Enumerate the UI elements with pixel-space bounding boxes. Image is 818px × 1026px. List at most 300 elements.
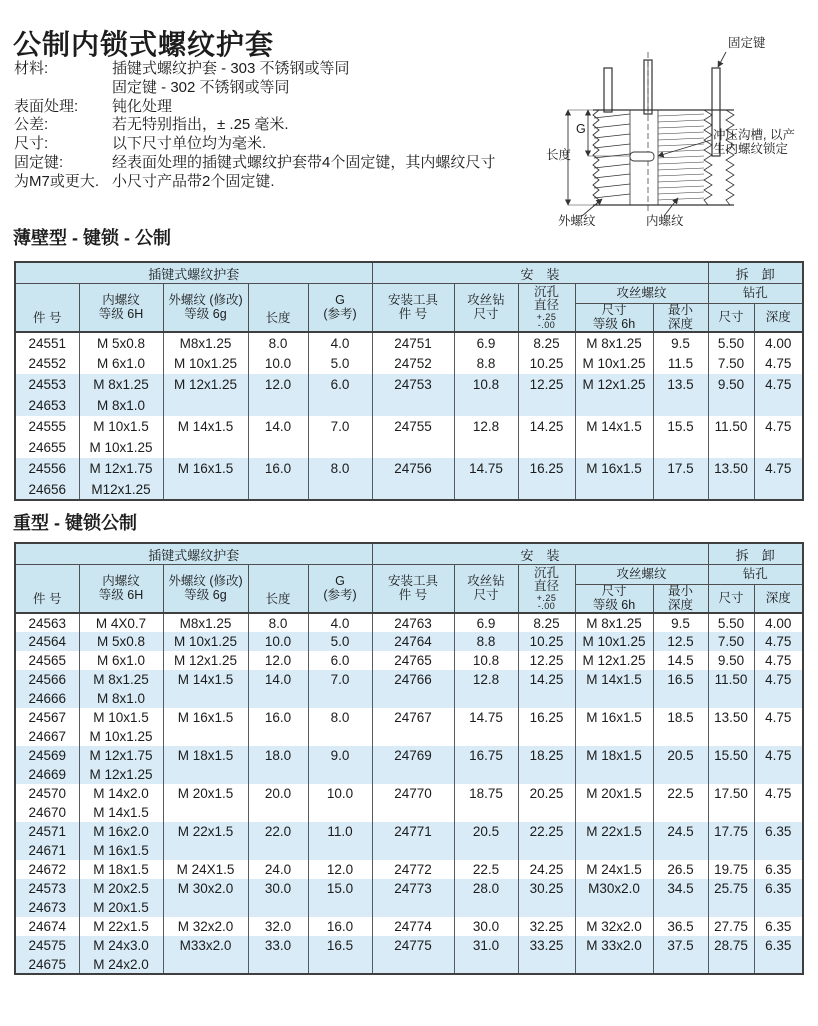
cell-cbore-dia (518, 803, 575, 822)
cell-length (248, 689, 308, 708)
cell-install-tool (372, 765, 454, 784)
cell-length: 14.0 (248, 670, 308, 689)
cell-min-depth (653, 841, 708, 860)
cell-length: 20.0 (248, 784, 308, 803)
table-row (15, 879, 803, 898)
cell-drill-size (708, 955, 754, 974)
cell-cbore-dia (518, 955, 575, 974)
cell-tap-drill: 10.8 (454, 651, 518, 670)
col-external-thread: 外螺纹 (修改) 等级 6g (163, 565, 248, 614)
cell-external-thread (163, 803, 248, 822)
cell-tap-drill: 12.8 (454, 416, 518, 437)
info-label (14, 79, 112, 98)
cell-install-tool (372, 955, 454, 974)
cell-length: 8.0 (248, 332, 308, 353)
cell-external-thread: M 10x1.25 (163, 353, 248, 374)
cell-tap-drill (454, 479, 518, 500)
col-tap-drill: 攻丝钻 尺寸 (454, 284, 518, 333)
cell-tap-drill: 18.75 (454, 784, 518, 803)
col-min-depth: 最小 深度 (653, 585, 708, 614)
cell-min-depth: 36.5 (653, 917, 708, 936)
col-length: 长度 (248, 565, 308, 614)
cell-part-no: 24656 (15, 479, 79, 500)
cell-part-no: 24564 (15, 632, 79, 651)
table-row (15, 708, 803, 727)
cell-tap-drill (454, 803, 518, 822)
info-value: 经表面处理的插键式螺纹护套带4个固定键，其内螺纹尺寸 (112, 153, 496, 171)
cell-install-tool (372, 727, 454, 746)
cell-install-tool (372, 689, 454, 708)
cell-g-ref: 6.0 (308, 374, 372, 395)
cell-tap-drill: 31.0 (454, 936, 518, 955)
col-length: 长度 (248, 284, 308, 333)
cell-length: 22.0 (248, 822, 308, 841)
cell-tap-size: M 10x1.25 (575, 353, 653, 374)
cell-length (248, 955, 308, 974)
table-row (15, 458, 803, 479)
cell-drill-size (708, 479, 754, 500)
cell-g-ref (308, 689, 372, 708)
cell-tap-drill: 16.75 (454, 746, 518, 765)
cell-part-no: 24575 (15, 936, 79, 955)
table-header-row (15, 565, 803, 585)
cell-tap-size: M 14x1.5 (575, 416, 653, 437)
cell-cbore-dia: 16.25 (518, 458, 575, 479)
info-value: 插键式螺纹护套 - 303 不锈钢或等同 (112, 60, 350, 77)
cell-min-depth: 34.5 (653, 879, 708, 898)
cell-min-depth: 18.5 (653, 708, 708, 727)
diagram-label-groove-line2: 生内螺纹锁定 (713, 142, 789, 156)
cell-internal-thread: M 10x1.5 (79, 708, 163, 727)
cell-cbore-dia: 14.25 (518, 670, 575, 689)
cell-length: 12.0 (248, 651, 308, 670)
diagram-label-fixed-key: 固定键 (728, 36, 766, 50)
cell-internal-thread: M 5x0.8 (79, 632, 163, 651)
cell-drill-size (708, 395, 754, 416)
cell-tap-size (575, 841, 653, 860)
cell-g-ref: 9.0 (308, 746, 372, 765)
info-label: 为M7或更大. (14, 172, 100, 190)
diagram-label-length: 长度 (546, 148, 572, 162)
info-label: 固定键: (14, 153, 64, 171)
cell-tap-drill (454, 395, 518, 416)
cell-install-tool: 24774 (372, 917, 454, 936)
cell-internal-thread: M 20x1.5 (79, 898, 163, 917)
cell-drill-depth: 4.75 (754, 374, 803, 395)
cell-tap-size (575, 803, 653, 822)
table-row (15, 332, 803, 353)
info-row-keys (14, 154, 554, 173)
table-row (15, 479, 803, 500)
diagram-label-groove-line1: 冲压沟槽, 以产 (713, 128, 795, 142)
cell-drill-depth: 6.35 (754, 822, 803, 841)
cell-drill-depth: 4.75 (754, 416, 803, 437)
cell-drill-depth (754, 841, 803, 860)
info-value: 以下尺寸单位均为毫米. (112, 135, 267, 153)
cell-drill-size: 7.50 (708, 632, 754, 651)
col-drill-size: 尺寸 (708, 304, 754, 333)
cell-length: 8.0 (248, 613, 308, 632)
cell-install-tool: 24767 (372, 708, 454, 727)
info-row-material-2 (14, 79, 554, 98)
cell-tap-size (575, 395, 653, 416)
cell-internal-thread: M 6x1.0 (79, 353, 163, 374)
cell-internal-thread: M 10x1.5 (79, 416, 163, 437)
cell-g-ref (308, 437, 372, 458)
cell-tap-size: M 22x1.5 (575, 822, 653, 841)
info-value: 固定键 - 302 不锈钢或等同 (112, 78, 290, 96)
table-row (15, 936, 803, 955)
cell-internal-thread: M 10x1.25 (79, 437, 163, 458)
cell-cbore-dia: 12.25 (518, 374, 575, 395)
cell-min-depth: 16.5 (653, 670, 708, 689)
cell-drill-size (708, 803, 754, 822)
col-g-ref: G (参考) (308, 565, 372, 614)
section-title-heavy-duty: 重型 - 键锁公制 (13, 513, 137, 533)
col-group-insert: 插键式螺纹护套 (15, 543, 372, 565)
cell-length: 30.0 (248, 879, 308, 898)
cell-min-depth: 22.5 (653, 784, 708, 803)
cell-drill-size: 19.75 (708, 860, 754, 879)
cell-tap-drill: 8.8 (454, 353, 518, 374)
cell-tap-size: M 14x1.5 (575, 670, 653, 689)
cell-part-no: 24556 (15, 458, 79, 479)
cell-drill-size (708, 898, 754, 917)
table-row (15, 374, 803, 395)
cell-drill-depth: 4.75 (754, 708, 803, 727)
cell-part-no: 24565 (15, 651, 79, 670)
cell-cbore-dia (518, 395, 575, 416)
cell-g-ref: 16.5 (308, 936, 372, 955)
col-part-no: 件 号 (15, 284, 79, 333)
cell-install-tool: 24753 (372, 374, 454, 395)
cell-external-thread: M 24X1.5 (163, 860, 248, 879)
cell-internal-thread: M 24x3.0 (79, 936, 163, 955)
col-group-removal: 拆 卸 (708, 262, 803, 284)
table-row (15, 613, 803, 632)
cell-tap-drill (454, 437, 518, 458)
col-tap-drill: 攻丝钻 尺寸 (454, 565, 518, 614)
cell-drill-size: 17.50 (708, 784, 754, 803)
cell-drill-depth (754, 689, 803, 708)
cell-part-no: 24571 (15, 822, 79, 841)
info-label: 材料: (14, 60, 49, 77)
cell-cbore-dia: 8.25 (518, 613, 575, 632)
cell-min-depth: 26.5 (653, 860, 708, 879)
cell-drill-size: 5.50 (708, 332, 754, 353)
cell-part-no: 24670 (15, 803, 79, 822)
table-row (15, 746, 803, 765)
cell-install-tool: 24752 (372, 353, 454, 374)
cell-tap-drill: 12.8 (454, 670, 518, 689)
cell-min-depth: 14.5 (653, 651, 708, 670)
info-row-keys-2 (14, 173, 554, 192)
cell-g-ref: 6.0 (308, 651, 372, 670)
info-row-dimension (14, 135, 554, 154)
cell-part-no: 24573 (15, 879, 79, 898)
col-tap-size: 尺寸 等级 6h (575, 585, 653, 614)
cell-tap-size: M 16x1.5 (575, 708, 653, 727)
cell-tap-drill (454, 727, 518, 746)
table-row (15, 416, 803, 437)
cell-internal-thread: M 12x1.25 (79, 765, 163, 784)
cell-drill-depth: 6.35 (754, 936, 803, 955)
cell-tap-size (575, 898, 653, 917)
info-value: 若无特别指出，± .25 毫米. (112, 116, 289, 134)
cell-cbore-dia: 10.25 (518, 353, 575, 374)
cell-internal-thread: M 8x1.25 (79, 374, 163, 395)
cell-tap-drill: 20.5 (454, 822, 518, 841)
table-row (15, 917, 803, 936)
cell-g-ref: 15.0 (308, 879, 372, 898)
cell-drill-size: 11.50 (708, 670, 754, 689)
cell-g-ref: 7.0 (308, 416, 372, 437)
col-internal-thread: 内螺纹 等级 6H (79, 565, 163, 614)
cell-tap-size (575, 727, 653, 746)
cell-min-depth: 9.5 (653, 613, 708, 632)
cell-length: 33.0 (248, 936, 308, 955)
cell-external-thread: M 12x1.25 (163, 374, 248, 395)
cell-tap-size: M 12x1.25 (575, 651, 653, 670)
col-group-drill: 钻孔 (708, 284, 803, 304)
info-label: 尺寸: (14, 135, 49, 153)
cell-g-ref: 4.0 (308, 613, 372, 632)
cell-min-depth (653, 479, 708, 500)
cell-g-ref (308, 479, 372, 500)
cell-internal-thread: M 4X0.7 (79, 613, 163, 632)
cell-drill-size: 11.50 (708, 416, 754, 437)
cell-install-tool: 24772 (372, 860, 454, 879)
cell-part-no: 24653 (15, 395, 79, 416)
cell-length (248, 841, 308, 860)
cell-min-depth: 13.5 (653, 374, 708, 395)
cell-install-tool: 24770 (372, 784, 454, 803)
cell-part-no: 24671 (15, 841, 79, 860)
cell-drill-depth (754, 395, 803, 416)
table-row (15, 765, 803, 784)
table-row (15, 395, 803, 416)
table-row (15, 955, 803, 974)
insert-diagram (546, 36, 814, 252)
cell-g-ref (308, 395, 372, 416)
cell-drill-depth: 4.75 (754, 746, 803, 765)
spec-list (14, 60, 554, 192)
cell-internal-thread: M 24x2.0 (79, 955, 163, 974)
cell-install-tool: 24755 (372, 416, 454, 437)
cell-cbore-dia: 14.25 (518, 416, 575, 437)
cell-g-ref: 5.0 (308, 353, 372, 374)
cell-min-depth (653, 727, 708, 746)
cell-drill-depth: 4.75 (754, 651, 803, 670)
cell-external-thread (163, 395, 248, 416)
cell-g-ref: 11.0 (308, 822, 372, 841)
cell-tap-drill: 22.5 (454, 860, 518, 879)
cell-length (248, 803, 308, 822)
cell-install-tool: 24763 (372, 613, 454, 632)
section-title-thin-wall: 薄壁型 - 键锁 - 公制 (13, 228, 171, 248)
col-group-install: 安 装 (372, 262, 708, 284)
cell-length: 10.0 (248, 632, 308, 651)
cell-cbore-dia (518, 898, 575, 917)
cell-cbore-dia: 30.25 (518, 879, 575, 898)
cell-external-thread: M 32x2.0 (163, 917, 248, 936)
cell-drill-depth: 4.00 (754, 613, 803, 632)
cell-g-ref (308, 803, 372, 822)
table-row (15, 689, 803, 708)
cell-tap-drill: 10.8 (454, 374, 518, 395)
cell-length (248, 898, 308, 917)
cell-install-tool: 24775 (372, 936, 454, 955)
cell-external-thread (163, 479, 248, 500)
cell-drill-depth: 4.75 (754, 784, 803, 803)
cell-tap-size: M30x2.0 (575, 879, 653, 898)
cell-internal-thread: M 8x1.0 (79, 395, 163, 416)
info-label: 表面处理: (14, 97, 79, 115)
cell-cbore-dia: 18.25 (518, 746, 575, 765)
info-label: 公差: (14, 116, 49, 134)
cell-internal-thread: M 6x1.0 (79, 651, 163, 670)
cell-drill-depth (754, 479, 803, 500)
cell-tap-drill: 14.75 (454, 458, 518, 479)
cell-external-thread: M 16x1.5 (163, 708, 248, 727)
cell-cbore-dia (518, 727, 575, 746)
cell-cbore-dia (518, 479, 575, 500)
cell-part-no: 24551 (15, 332, 79, 353)
col-tap-size: 尺寸 等级 6h (575, 304, 653, 333)
cell-drill-depth: 6.35 (754, 879, 803, 898)
cell-g-ref (308, 898, 372, 917)
cell-min-depth: 37.5 (653, 936, 708, 955)
table-row (15, 784, 803, 803)
cell-drill-size (708, 727, 754, 746)
cell-drill-size: 17.75 (708, 822, 754, 841)
info-value: 钝化处理 (112, 97, 173, 115)
cell-length: 10.0 (248, 353, 308, 374)
cell-install-tool (372, 841, 454, 860)
cell-cbore-dia: 12.25 (518, 651, 575, 670)
cell-drill-depth: 4.75 (754, 670, 803, 689)
cell-g-ref: 12.0 (308, 860, 372, 879)
cell-external-thread: M8x1.25 (163, 613, 248, 632)
cell-install-tool: 24765 (372, 651, 454, 670)
cell-g-ref (308, 727, 372, 746)
cell-min-depth: 24.5 (653, 822, 708, 841)
cell-external-thread: M 30x2.0 (163, 879, 248, 898)
cell-drill-size: 5.50 (708, 613, 754, 632)
table-row (15, 727, 803, 746)
cell-external-thread (163, 841, 248, 860)
col-g-ref: G (参考) (308, 284, 372, 333)
col-drill-depth: 深度 (754, 585, 803, 614)
cell-drill-size: 25.75 (708, 879, 754, 898)
cell-drill-size: 15.50 (708, 746, 754, 765)
diagram-label-groove (713, 128, 795, 156)
cell-cbore-dia (518, 841, 575, 860)
cell-part-no: 24666 (15, 689, 79, 708)
cell-length: 14.0 (248, 416, 308, 437)
cell-part-no: 24669 (15, 765, 79, 784)
cell-install-tool (372, 803, 454, 822)
cell-min-depth: 17.5 (653, 458, 708, 479)
cell-g-ref: 8.0 (308, 708, 372, 727)
cell-drill-depth: 6.35 (754, 917, 803, 936)
cell-length: 16.0 (248, 708, 308, 727)
cell-drill-depth: 4.75 (754, 632, 803, 651)
cell-length: 16.0 (248, 458, 308, 479)
cell-min-depth (653, 765, 708, 784)
cell-internal-thread: M 20x2.5 (79, 879, 163, 898)
cell-drill-depth (754, 898, 803, 917)
table-row (15, 822, 803, 841)
cell-drill-size: 7.50 (708, 353, 754, 374)
cell-min-depth: 20.5 (653, 746, 708, 765)
cell-part-no: 24570 (15, 784, 79, 803)
cell-g-ref: 10.0 (308, 784, 372, 803)
cell-tap-drill (454, 841, 518, 860)
cell-tap-drill: 28.0 (454, 879, 518, 898)
cell-install-tool (372, 395, 454, 416)
cell-external-thread (163, 437, 248, 458)
cell-tap-size: M 12x1.25 (575, 374, 653, 395)
cell-length: 12.0 (248, 374, 308, 395)
cell-g-ref: 5.0 (308, 632, 372, 651)
cell-install-tool: 24769 (372, 746, 454, 765)
cell-min-depth (653, 803, 708, 822)
table-row (15, 437, 803, 458)
info-row-material (14, 60, 554, 79)
cell-g-ref: 8.0 (308, 458, 372, 479)
fixed-key-shape (604, 68, 612, 112)
cell-part-no: 24569 (15, 746, 79, 765)
cell-drill-size: 9.50 (708, 651, 754, 670)
cell-tap-drill: 30.0 (454, 917, 518, 936)
cell-external-thread: M 10x1.25 (163, 632, 248, 651)
cell-min-depth (653, 689, 708, 708)
cell-internal-thread: M 10x1.25 (79, 727, 163, 746)
cell-external-thread: M 16x1.5 (163, 458, 248, 479)
cell-cbore-dia (518, 689, 575, 708)
cell-tap-size (575, 955, 653, 974)
cell-length: 24.0 (248, 860, 308, 879)
cell-drill-depth (754, 803, 803, 822)
cell-install-tool (372, 479, 454, 500)
cell-tap-size: M 32x2.0 (575, 917, 653, 936)
cell-install-tool (372, 898, 454, 917)
cell-cbore-dia: 20.25 (518, 784, 575, 803)
cell-install-tool: 24751 (372, 332, 454, 353)
cell-drill-depth (754, 955, 803, 974)
cell-part-no: 24674 (15, 917, 79, 936)
cell-min-depth (653, 437, 708, 458)
cell-tap-drill: 6.9 (454, 613, 518, 632)
cell-cbore-dia: 10.25 (518, 632, 575, 651)
col-part-no: 件 号 (15, 565, 79, 614)
cell-part-no: 24552 (15, 353, 79, 374)
cell-cbore-dia: 8.25 (518, 332, 575, 353)
cell-external-thread: M33x2.0 (163, 936, 248, 955)
cell-external-thread: M8x1.25 (163, 332, 248, 353)
thin-wall-table (14, 261, 804, 501)
cell-tap-size (575, 689, 653, 708)
cell-internal-thread: M 8x1.25 (79, 670, 163, 689)
cell-install-tool (372, 437, 454, 458)
cell-tap-size: M 10x1.25 (575, 632, 653, 651)
cell-external-thread: M 12x1.25 (163, 651, 248, 670)
cell-internal-thread: M12x1.25 (79, 479, 163, 500)
table-row (15, 898, 803, 917)
cell-internal-thread: M 12x1.75 (79, 458, 163, 479)
cell-cbore-dia (518, 765, 575, 784)
